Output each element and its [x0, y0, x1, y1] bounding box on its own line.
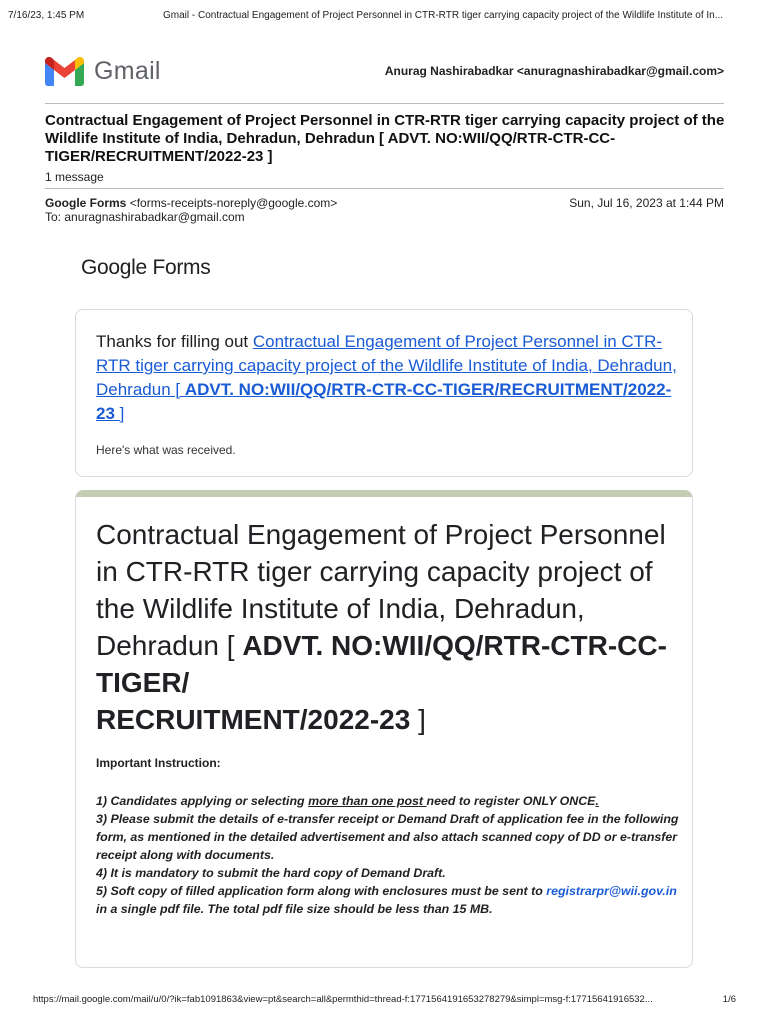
form-response-card [75, 490, 693, 968]
instruction-5-pre: 5) Soft copy of filled application form along with enclosures must be sent to [96, 884, 547, 898]
instruction-1-dot: . [595, 794, 599, 808]
google-forms-logo: Google Forms [81, 256, 211, 279]
message-count: 1 message [45, 170, 104, 184]
form-title-recruitment: RECRUITMENT/2022-23 [96, 704, 411, 735]
sender-email: <forms-receipts-noreply@google.com> [129, 196, 338, 210]
form-title-end: ] [410, 704, 426, 735]
print-footer [33, 994, 736, 1008]
instruction-5-post: in a single pdf file. The total pdf file size should be less than 15 MB. [96, 902, 493, 916]
instruction-3: 3) Please submit the details of e-transfer receipt or Demand Draft of application fee in the following form, as mentioned in the detailed advertisement and also attach scanned copy of DD or e-transfer receipt along with documents. [96, 812, 679, 862]
sender-line [45, 196, 337, 210]
instruction-5 [96, 882, 681, 918]
form-title [96, 516, 681, 738]
print-date: 7/16/23, 1:45 PM [8, 10, 85, 21]
header-divider [45, 103, 724, 104]
print-header [8, 10, 760, 24]
form-title-plain: Contractual Engagement of Project Personnel in CTR-RTR tiger carrying capacity project of the Wildlife Institute of India, Dehradun, Dehradun [ [96, 519, 666, 661]
form-link-advt[interactable]: ADVT. NO:WII/QQ/RTR-CTR-CC-TIGER/RECRUITMENT/2022-23 [96, 380, 672, 423]
confirmation-card [75, 309, 693, 477]
form-link-end[interactable]: ] [114, 404, 125, 423]
instruction-1-post: need to register ONLY ONCE [426, 794, 596, 808]
page-number: 1/6 [722, 994, 736, 1005]
gmail-logo [45, 56, 161, 86]
registrar-email-link[interactable]: registrarpr@wii.gov.in [546, 884, 677, 898]
sender-name: Google Forms [45, 196, 127, 210]
print-title: Gmail - Contractual Engagement of Project Personnel in CTR-RTR tiger carrying capacity project of the Wildlife Institute of In... [163, 10, 724, 21]
thanks-prefix: Thanks for filling out [96, 332, 253, 351]
instruction-heading: Important Instruction: [96, 756, 221, 770]
received-note: Here's what was received. [96, 443, 236, 457]
instruction-1-pre: 1) Candidates applying or selecting [96, 794, 309, 808]
thanks-text [96, 330, 681, 426]
recipient-line: To: anuragnashirabadkar@gmail.com [45, 210, 245, 224]
form-accent-bar [76, 490, 692, 497]
instruction-1-underlined: more than one post [308, 794, 427, 808]
print-url: https://mail.google.com/mail/u/0/?ik=fab1091863&view=pt&search=all&permthid=thread-f:1771564191653278279&simpl=msg-f:17715641916532... [33, 994, 653, 1005]
sent-date: Sun, Jul 16, 2023 at 1:44 PM [569, 196, 724, 210]
instruction-4: 4) It is mandatory to submit the hard copy of Demand Draft. [96, 866, 446, 880]
email-subject: Contractual Engagement of Project Personnel in CTR-RTR tiger carrying capacity project of the Wildlife Institute of India, Dehradun, Dehradun [ ADVT. NO:WII/QQ/RTR-CTR-CC-TIGER/RECRUITMENT/2022-23 ] [45, 112, 725, 165]
gmail-m-icon [45, 57, 84, 86]
form-link-plain[interactable]: Contractual Engagement of Project Personnel in CTR-RTR tiger carrying capacity project of the Wildlife Institute of India, Dehradun, Dehradun [ [96, 332, 677, 399]
instruction-1 [96, 792, 681, 810]
subject-divider [45, 188, 724, 189]
account-email: Anurag Nashirabadkar <anuragnashirabadkar@gmail.com> [384, 64, 724, 78]
instruction-list [96, 792, 681, 918]
form-title-advt: ADVT. NO:WII/QQ/RTR-CTR-CC-TIGER/ [96, 630, 667, 698]
gmail-wordmark: Gmail [94, 56, 161, 85]
